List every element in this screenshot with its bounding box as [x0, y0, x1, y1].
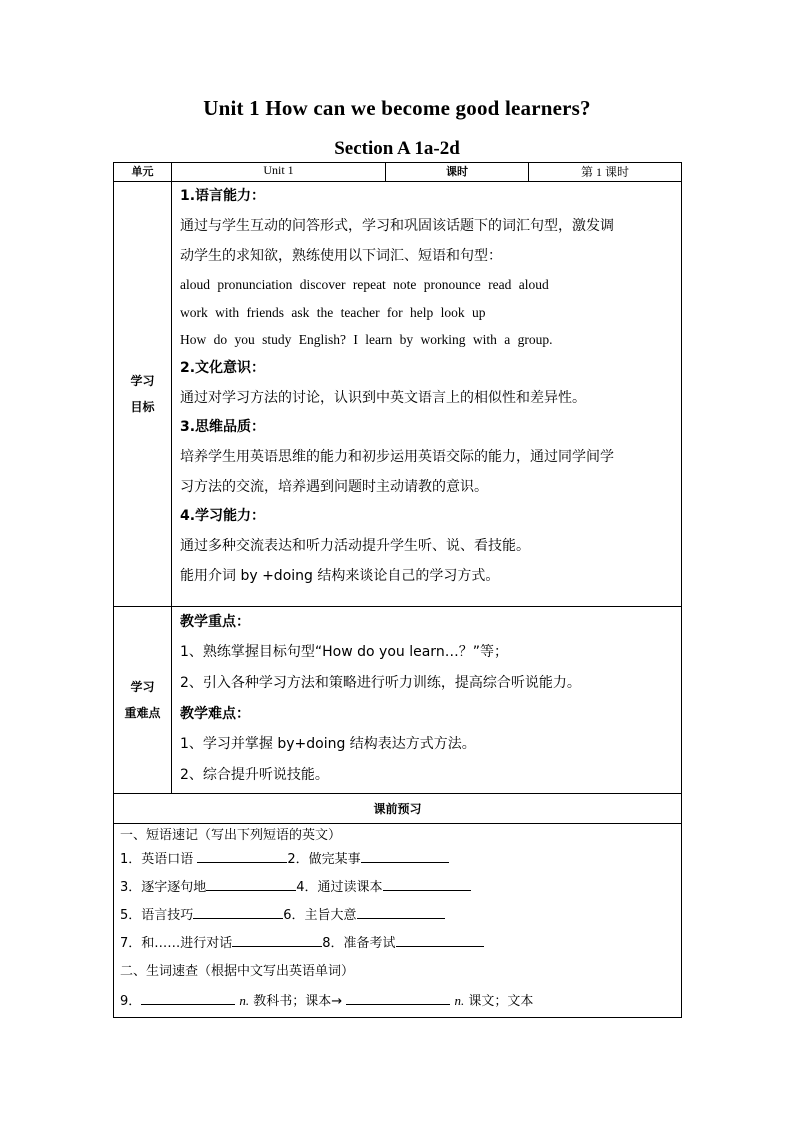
section-heading: 教学难点：: [180, 706, 250, 722]
lesson-plan-table: [113, 162, 682, 1018]
keypoints-content: [172, 607, 682, 794]
preview-heading: 课前预习: [114, 794, 682, 824]
content-line: 2、引入各种学习方法和策略进行听力训练，提高综合听说能力。: [180, 675, 581, 691]
phrase-prompt: 4．通过读课本: [296, 880, 383, 895]
answer-blank[interactable]: [361, 850, 449, 863]
content-line: 1、熟练掌握目标句型“How do you learn…？”等；: [180, 644, 508, 660]
period-label: 课时: [386, 163, 529, 182]
section-heading: 4.学习能力：: [180, 507, 266, 524]
phrase-prompt: 2．做完某事: [287, 852, 361, 867]
phrase-row: [120, 902, 681, 930]
q9-pos-1: n.: [239, 993, 250, 1008]
page-title: Unit 1 How can we become good learners?: [203, 96, 591, 120]
q9-text-2: 课文；文本: [464, 994, 534, 1009]
unit-label: 单元: [114, 163, 172, 182]
keypoints-row: [114, 607, 682, 794]
content-line: 通过对学习方法的讨论，认识到中英文语言上的相似性和差异性。: [180, 389, 586, 406]
content-line: 2、综合提升听说技能。: [180, 767, 329, 783]
phrase-row: [120, 874, 681, 902]
content-line: 通过与学生互动的问答形式，学习和巩固该话题下的词汇句型，激发调: [180, 218, 614, 234]
goals-row: [114, 182, 682, 607]
keypoints-label: 学习 重难点: [114, 607, 172, 794]
content-line: 培养学生用英语思维的能力和初步运用英语交际的能力，通过同学间学: [180, 448, 614, 465]
phrase-prompt: 3．逐字逐句地: [120, 880, 207, 895]
goals-label: 学习 目标: [114, 182, 172, 607]
content-line: How do you study English? I learn by working with a group.: [180, 332, 553, 347]
section-heading: 教学重点：: [180, 614, 250, 630]
part1-heading: 一、短语速记（写出下列短语的英文）: [120, 828, 342, 843]
phrase-row: [120, 930, 681, 958]
answer-blank[interactable]: [206, 878, 296, 891]
content-line: 习方法的交流，培养遇到问题时主动请教的意识。: [180, 478, 488, 495]
unit-value: Unit 1: [172, 163, 386, 182]
content-line: aloud pronunciation discover repeat note pronounce read aloud: [180, 277, 549, 292]
answer-blank[interactable]: [141, 992, 235, 1005]
answer-blank[interactable]: [396, 934, 484, 947]
answer-blank[interactable]: [357, 906, 445, 919]
phrase-prompt: 6．主旨大意: [283, 908, 357, 923]
answer-blank[interactable]: [383, 878, 471, 891]
q9-number: 9．: [120, 994, 142, 1009]
q9-text-1: 教科书；课本→: [249, 994, 347, 1009]
header-row: [114, 163, 682, 182]
answer-blank[interactable]: [193, 906, 283, 919]
answer-blank[interactable]: [197, 850, 287, 863]
section-heading: 2.文化意识：: [180, 359, 266, 376]
preview-heading-row: [114, 794, 682, 824]
content-line: 动学生的求知欲，熟练使用以下词汇、短语和句型：: [180, 248, 502, 264]
answer-blank[interactable]: [232, 934, 322, 947]
content-line: work with friends ask the teacher for help look up: [180, 304, 486, 320]
phrase-prompt: 8．准备考试: [322, 936, 396, 951]
phrase-prompt: 7．和……进行对话: [120, 936, 233, 951]
answer-blank[interactable]: [346, 992, 450, 1005]
page-subtitle: Section A 1a-2d: [334, 138, 460, 159]
q9-pos-2: n.: [454, 993, 465, 1008]
phrase-row: [120, 846, 681, 874]
section-heading: 1.语言能力：: [180, 188, 266, 204]
preview-row: [114, 824, 682, 1018]
section-heading: 3.思维品质：: [180, 418, 266, 435]
preview-content: [114, 824, 682, 1018]
period-value: 第 1 课时: [529, 163, 682, 182]
content-line: 通过多种交流表达和听力活动提升学生听、说、看技能。: [180, 537, 530, 554]
phrase-prompt: 5．语言技巧: [120, 908, 194, 923]
part2-heading: 二、生词速查（根据中文写出英语单词）: [120, 964, 355, 979]
goals-content: [172, 182, 682, 607]
question-9: [120, 985, 681, 1017]
phrase-prompt: 1．英语口语: [120, 852, 198, 867]
content-line: 1、学习并掌握 by+doing 结构表达方式方法。: [180, 736, 476, 752]
content-line: 能用介词 by +doing 结构来谈论自己的学习方式。: [180, 567, 500, 584]
